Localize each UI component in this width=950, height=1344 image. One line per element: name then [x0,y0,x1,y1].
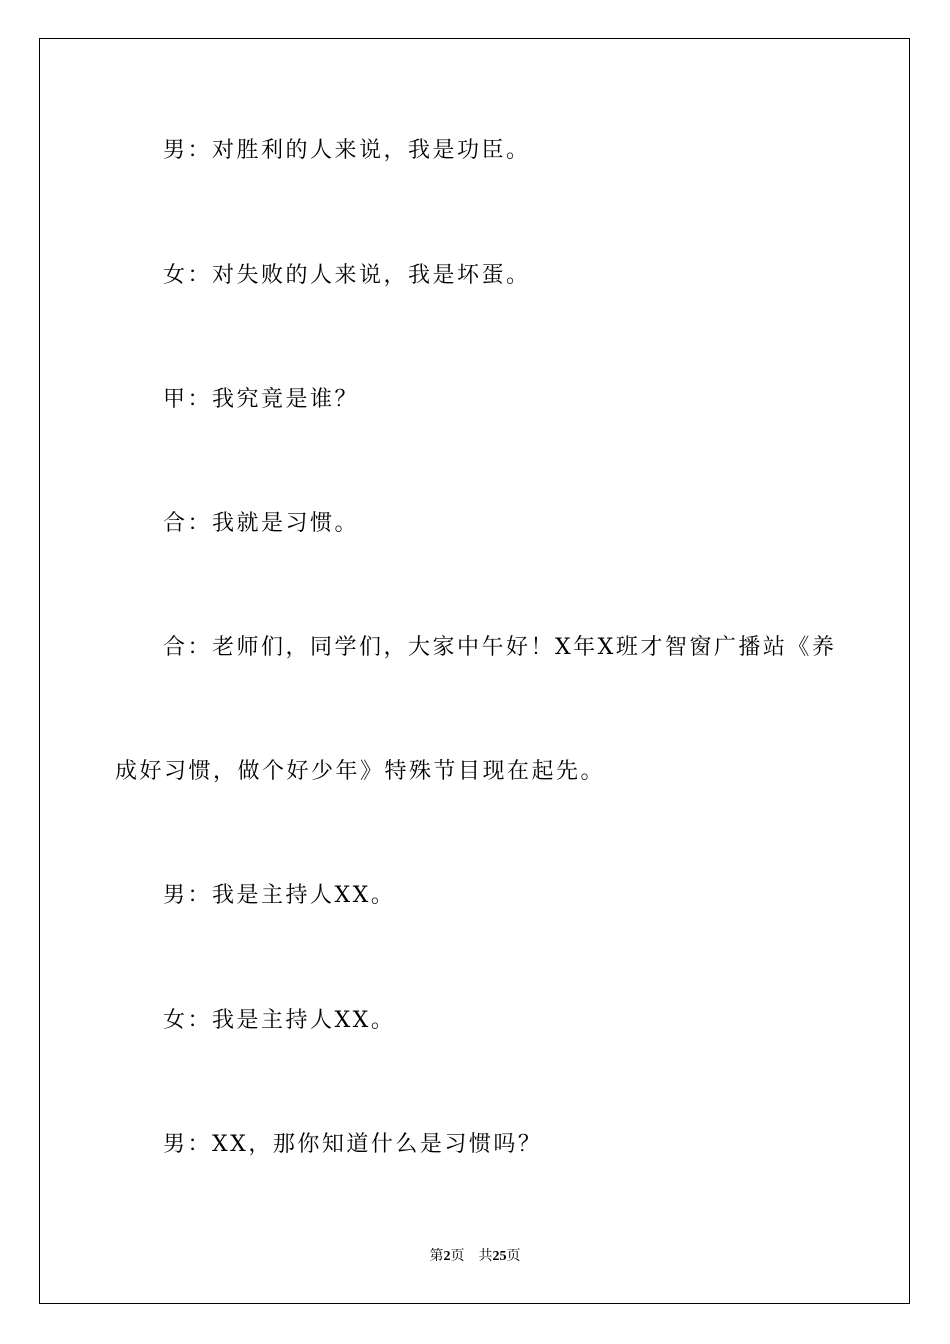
text-line: 男：XX，那你知道什么是习惯吗？ [163,1132,543,1157]
total-suffix: 页 [506,1248,521,1264]
page-number: 2 [443,1249,451,1264]
text-line: 成好习惯，做个好少年》特殊节目现在起先。 [115,759,606,784]
page-border [39,38,910,1304]
page-footer [0,1249,950,1264]
total-prefix: 共 [478,1248,493,1264]
text-line: 女：我是主持人XX。 [163,1008,396,1033]
text-line: 合：我就是习惯。 [163,511,360,536]
text-line: 甲：我究竟是谁？ [163,387,360,412]
text-line: 男：我是主持人XX。 [163,883,396,908]
page-prefix: 第 [429,1248,444,1264]
text-line: 合：老师们，同学们，大家中午好！X年X班才智窗广播站《养 [163,635,837,660]
total-pages: 25 [492,1249,507,1264]
text-line: 男：对胜利的人来说，我是功臣。 [163,138,531,163]
text-line: 女：对失败的人来说，我是坏蛋。 [163,263,531,288]
page-suffix: 页 [450,1248,465,1264]
